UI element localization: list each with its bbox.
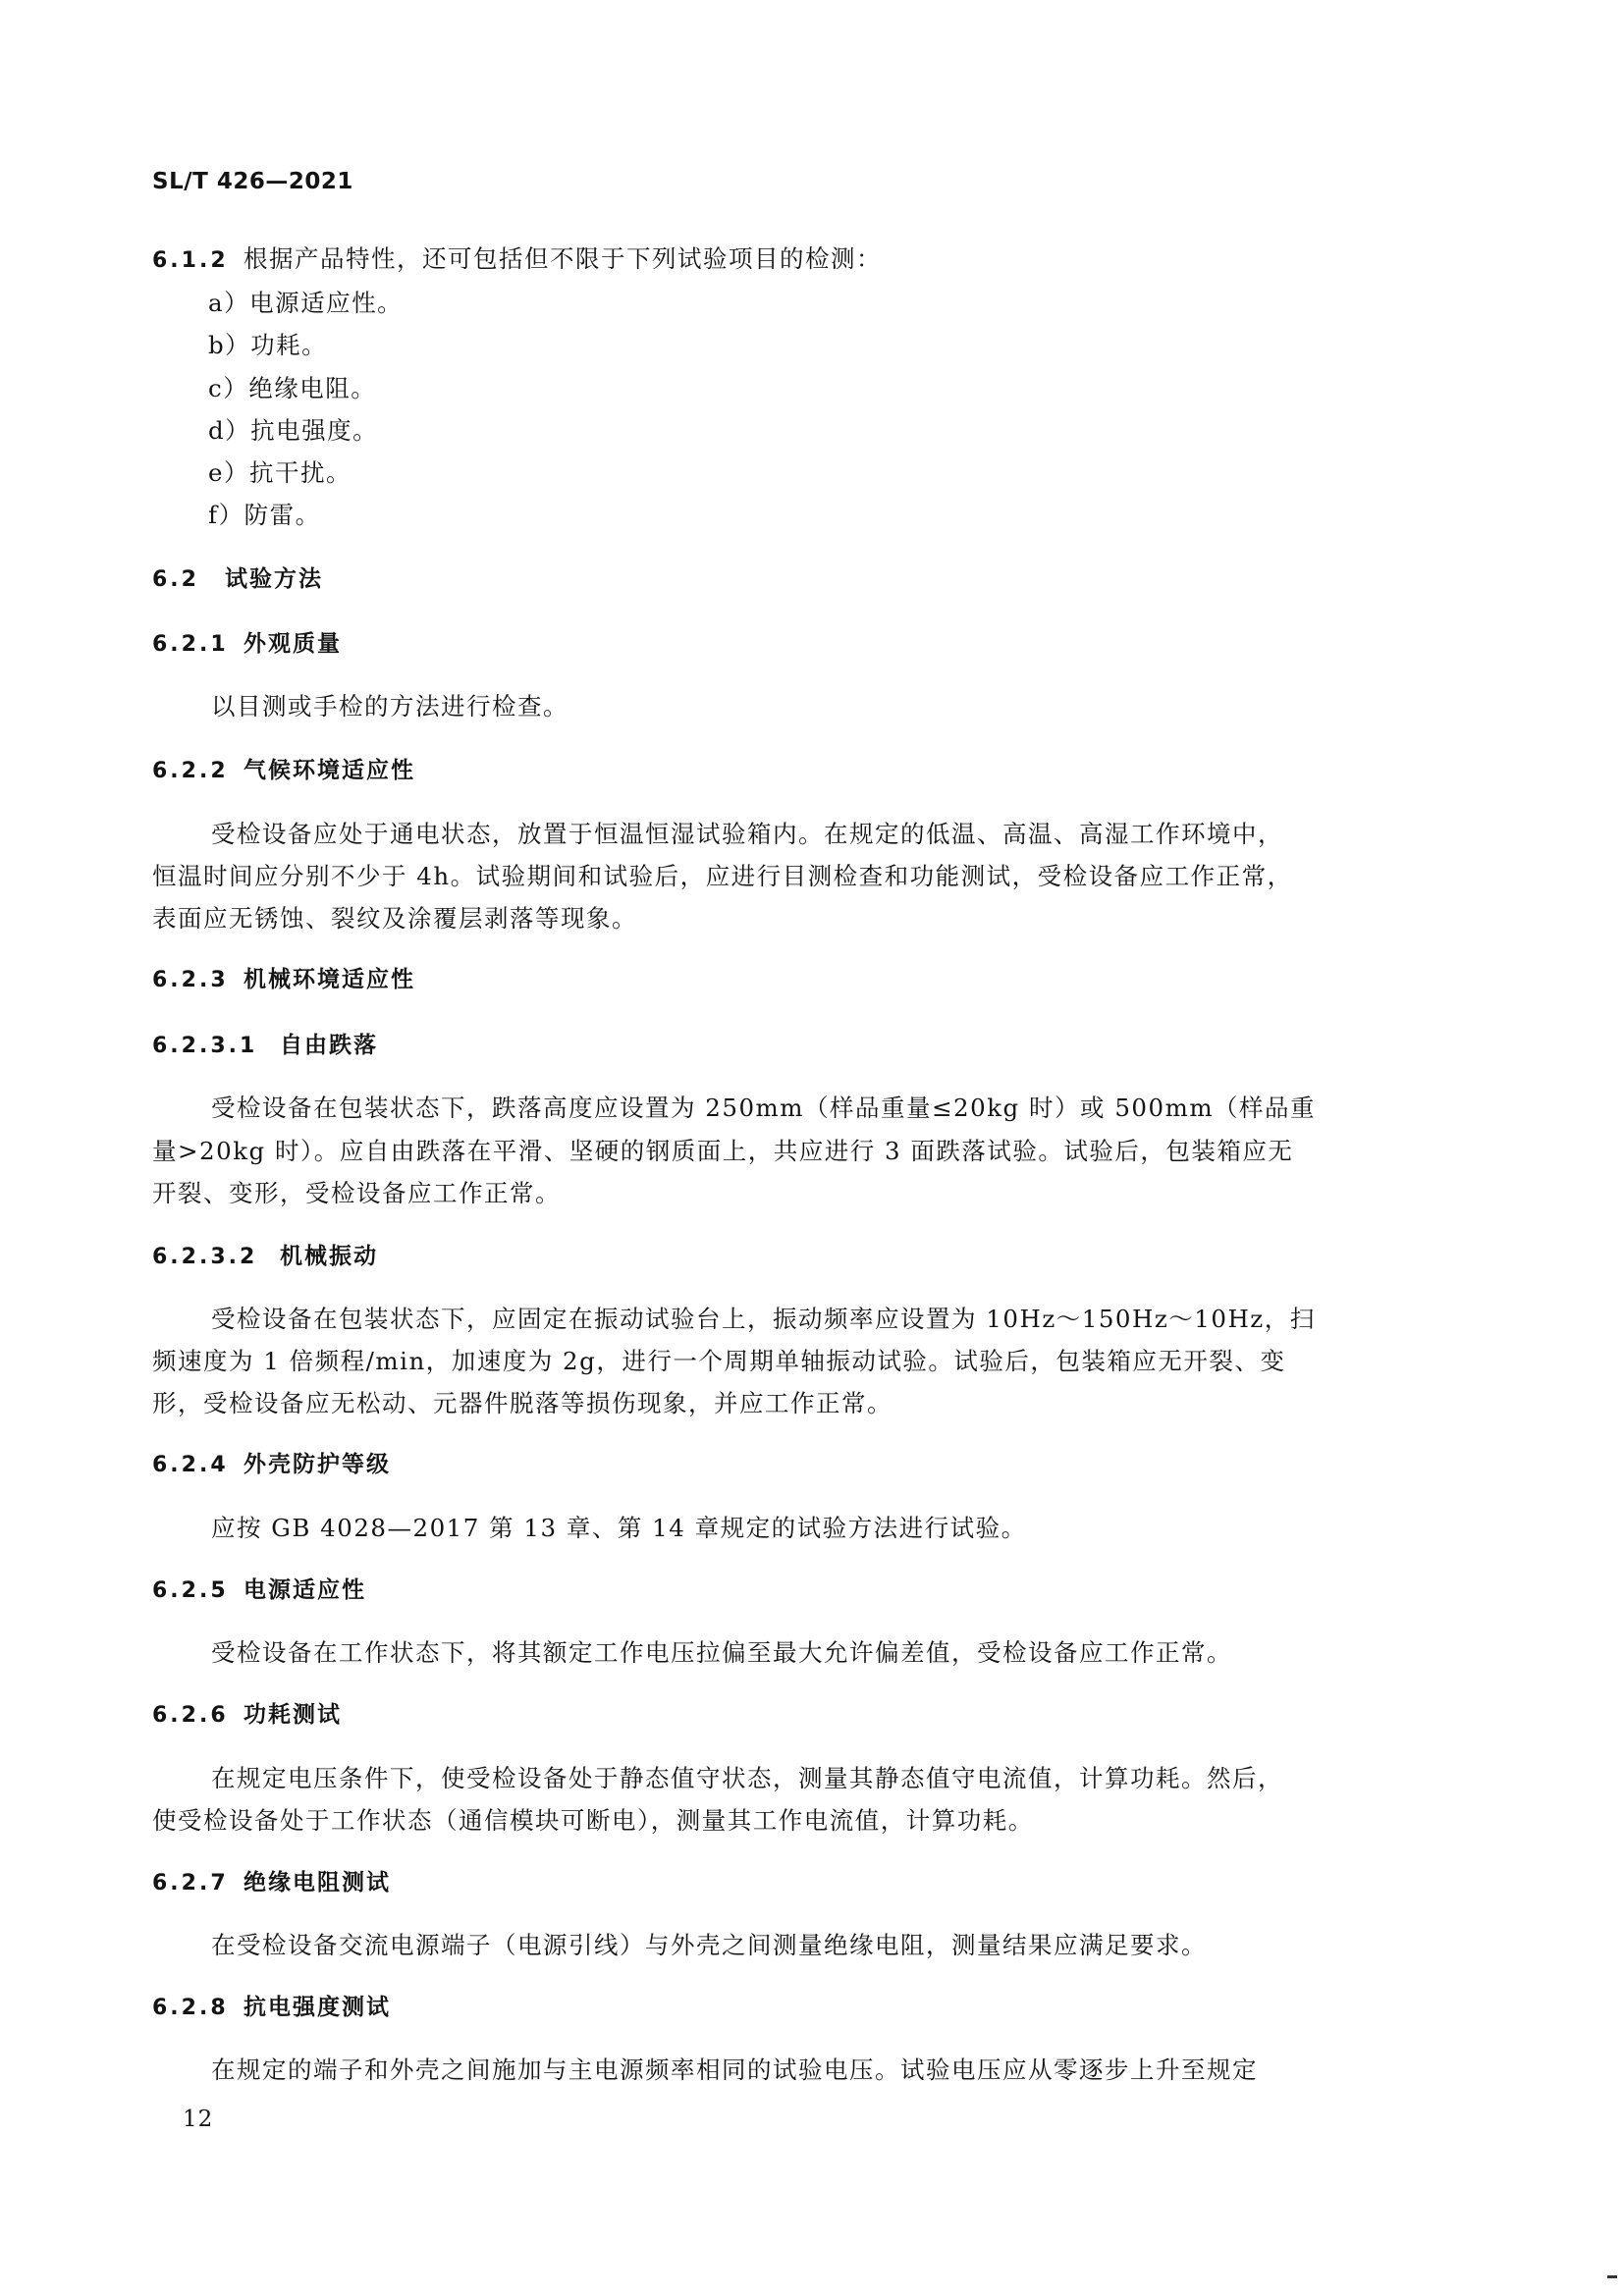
section-6-2-heading xyxy=(152,563,323,595)
clause-title: 外观质量 xyxy=(243,631,342,657)
clause-number: 6.2.3.1 xyxy=(152,1034,258,1058)
clause-title: 机械环境适应性 xyxy=(243,967,415,992)
list-item: f）防雷。 xyxy=(208,501,321,529)
clause-number: 6.2.2 xyxy=(152,759,229,783)
clause-6-2-5-heading xyxy=(152,1575,366,1606)
paragraph-line: 在受检设备交流电源端子（电源引线）与外壳之间测量绝缘电阻，测量结果应满足要求。 xyxy=(211,1931,1207,1959)
page-number: 12 xyxy=(183,2107,214,2132)
clause-text: 根据产品特性，还可包括但不限于下列试验项目的检测： xyxy=(243,244,882,273)
clause-number: 6.1.2 xyxy=(152,248,229,273)
clause-6-2-7-heading xyxy=(152,1867,391,1898)
clause-number: 6.2.5 xyxy=(152,1578,229,1603)
paragraph-line: 受检设备应处于通电状态，放置于恒温恒湿试验箱内。在规定的低温、高温、高湿工作环境中， xyxy=(211,820,1283,848)
scan-edge-mark xyxy=(1607,2275,1617,2278)
section-title: 试验方法 xyxy=(225,566,323,592)
clause-6-2-4-heading xyxy=(152,1449,391,1480)
clause-6-2-3-1-heading xyxy=(152,1030,378,1061)
paragraph-line: 应按 GB 4028—2017 第 13 章、第 14 章规定的试验方法进行试验。 xyxy=(211,1514,1027,1542)
paragraph-line: 受检设备在工作状态下，将其额定工作电压拉偏至最大允许偏差值，受检设备应工作正常。 xyxy=(211,1638,1232,1667)
clause-title: 抗电强度测试 xyxy=(243,1995,391,2020)
paragraph-line: 恒温时间应分别不少于 4h。试验期间和试验后，应进行目测检查和功能测试，受检设备应工作正常， xyxy=(152,862,1293,890)
list-item: d）抗电强度。 xyxy=(208,416,379,445)
clause-title: 气候环境适应性 xyxy=(243,758,415,783)
paragraph-line: 量>20kg 时）。应自由跌落在平滑、坚硬的钢质面上，共应进行 3 面跌落试验。试验后，包装箱应无 xyxy=(152,1137,1294,1165)
paragraph-line: 频速度为 1 倍频程/min，加速度为 2g，进行一个周期单轴振动试验。试验后，包装箱应无开裂、变 xyxy=(152,1347,1286,1375)
clause-number: 6.2.3 xyxy=(152,968,229,992)
clause-6-2-2-heading xyxy=(152,755,415,786)
clause-number: 6.2.8 xyxy=(152,1996,229,2020)
clause-title: 外壳防护等级 xyxy=(243,1452,391,1477)
paragraph-line: 使受检设备处于工作状态（通信模块可断电），测量其工作电流值，计算功耗。 xyxy=(152,1806,1034,1835)
clause-6-2-1-heading xyxy=(152,628,342,660)
list-item: e）抗干扰。 xyxy=(208,458,352,487)
list-item: a）电源适应性。 xyxy=(208,289,404,317)
clause-number: 6.2.3.2 xyxy=(152,1245,258,1269)
clause-number: 6.2.1 xyxy=(152,632,229,657)
clause-6-2-3-2-heading xyxy=(152,1241,378,1272)
clause-6-2-3-heading xyxy=(152,964,415,995)
clause-title: 电源适应性 xyxy=(243,1577,366,1603)
paragraph-line: 在规定电压条件下，使受检设备处于静态值守状态，测量其静态值守电流值，计算功耗。然后， xyxy=(211,1764,1283,1792)
clause-6-1-2-line xyxy=(152,244,882,276)
clause-title: 绝缘电阻测试 xyxy=(243,1870,391,1896)
paragraph-line: 以目测或手检的方法进行检查。 xyxy=(211,692,568,721)
clause-number: 6.2.6 xyxy=(152,1703,229,1728)
clause-number: 6.2.4 xyxy=(152,1453,229,1477)
document-code: SL/T 426—2021 xyxy=(152,169,353,194)
clause-6-2-8-heading xyxy=(152,1992,391,2023)
clause-title: 机械振动 xyxy=(280,1244,378,1269)
paragraph-line: 表面应无锈蚀、裂纹及涂覆层剥落等现象。 xyxy=(152,904,637,933)
clause-title: 自由跌落 xyxy=(280,1033,378,1058)
paragraph-line: 受检设备在包装状态下，跌落高度应设置为 250mm（样品重量≤20kg 时）或 500mm（样品重 xyxy=(211,1094,1317,1122)
paragraph-line: 受检设备在包装状态下，应固定在振动试验台上，振动频率应设置为 10Hz～150Hz～10Hz，扫 xyxy=(211,1305,1316,1333)
clause-title: 功耗测试 xyxy=(243,1702,342,1728)
clause-number: 6.2.7 xyxy=(152,1871,229,1896)
paragraph-line: 形，受检设备应无松动、元器件脱落等损伤现象，并应工作正常。 xyxy=(152,1389,893,1417)
paragraph-line: 在规定的端子和外壳之间施加与主电源频率相同的试验电压。试验电压应从零逐步上升至规定 xyxy=(211,2056,1258,2084)
list-item: b）功耗。 xyxy=(208,331,328,359)
list-item: c）绝缘电阻。 xyxy=(208,374,377,402)
section-number: 6.2 xyxy=(152,567,199,592)
clause-6-2-6-heading xyxy=(152,1699,342,1731)
paragraph-line: 开裂、变形，受检设备应工作正常。 xyxy=(152,1179,561,1207)
